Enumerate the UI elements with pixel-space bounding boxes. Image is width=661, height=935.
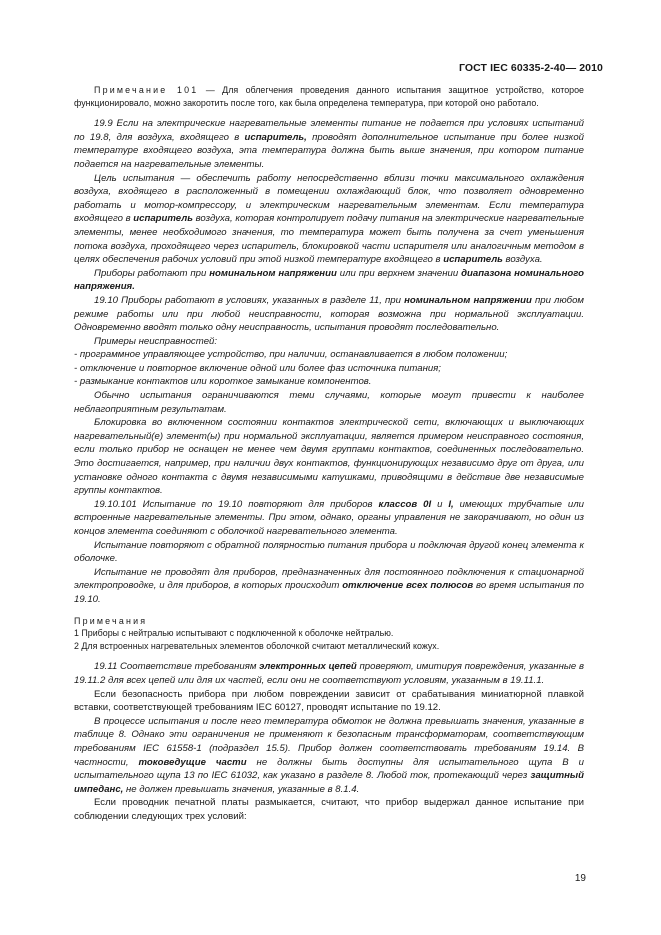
text-run: Цель испытания — обеспечить работу непосредственно вблизи точки максимального охлаждения воздуха, входящего в расположенный в помещении охлаждающий блок, что позволяет одновременно работать и мотор-компрессору, и электрическим нагревательным элементам. Если температура входящего в	[74, 172, 584, 225]
text-run: и	[431, 498, 449, 510]
text-run: или при верхнем значении	[336, 267, 462, 279]
note-101-head: Примечание 101	[94, 85, 199, 95]
term-live-parts: токоведущие части	[138, 756, 247, 768]
pcb-paragraph: Если проводник печатной платы размыкается, считают, что прибор выдержал данное испытание при соблюдении следующих трех условий:	[74, 797, 584, 822]
term-evaporator: испаритель	[133, 213, 193, 225]
term-class-i: I,	[448, 498, 454, 510]
note-item-2: 2 Для встроенных нагревательных элементов оболочкой считают металлический кожух.	[74, 640, 440, 651]
term-class-0i: классов 0I	[378, 498, 432, 510]
term-rated-voltage: номинальном напряжении	[404, 294, 532, 306]
text-run: 19.9 Если на электрические нагревательные элементы питание не подается при условиях испытаний по 19.8, для воздуха, входящего в	[74, 118, 584, 143]
text-run: Испытание не проводят для приборов, предназначенных для постоянного подключения к стационарной электропроводке, и для приборов, в которых происходит	[74, 566, 584, 592]
text-run: при любом режиме работы или при любой неисправности, которая возможна при нормальной эксплуатации. Одновременно вводят только одну неисправность, испытания проводят последовательно.	[74, 294, 584, 334]
term-rated-voltage-range: диапазона номинального напряжения.	[74, 267, 584, 293]
test-purpose	[74, 172, 584, 267]
term-rated-voltage: номинальном напряжении	[209, 267, 337, 279]
repeat-paragraph: Испытание повторяют с обратной полярностью питания прибора и подключая другой конец элемента к оболочке.	[74, 539, 584, 565]
text-run: 19.11 Соответствие требованиям	[94, 661, 260, 673]
examples-heading: Примеры неисправностей:	[94, 335, 218, 347]
text-run: во время испытания по 19.10.	[74, 580, 584, 605]
text-run: воздуха, которая контролирует подачу питания на электрические нагревательные элементы, менее необходимого значения, то температура может быть получена за счет уменьшения потока воздуха, проходящего через испаритель, блокировкой части испарителя или аналогичным методом в целях обеспечения рабочих условий при этой низкой температуре входящего в	[74, 213, 584, 266]
note-item-1: 1 Приборы с нейтралью испытывают с подключенной к оболочке нейтралью.	[74, 628, 394, 639]
list-item: - размыкание контактов или короткое замыкание компонентов.	[74, 376, 372, 388]
list-item: - отключение и повторное включение одной или более фаз источника питания;	[74, 362, 441, 374]
clause-19-11	[74, 660, 584, 687]
text-run: 19.10 Приборы работают в условиях, указанных в разделе 11, при	[94, 294, 405, 306]
page-header-standard: ГОСТ IEC 60335-2-40— 2010	[458, 62, 603, 74]
safety-paragraph: Если безопасность прибора при любом повреждении зависит от срабатывания миниатюрной плавкой вставки, соответствующей требованиям IEC 60127, проводят испытание по 19.12.	[74, 688, 584, 714]
term-evaporator: испаритель,	[244, 131, 307, 143]
usually-paragraph: Обычно испытания ограничиваются теми случаями, которые могут привести к наиболее неблагоприятным результатам.	[74, 390, 584, 415]
text-run: 19.10.101 Испытание по 19.10 повторяют для приборов	[94, 498, 379, 510]
note-101-text: — Для облегчения проведения данного испытания защитное устройство, которое функционировало, можно закоротить после того, как была определена температура, при которой оно работало.	[74, 85, 584, 108]
clause-19-10-101	[74, 498, 584, 539]
page-content	[74, 84, 584, 823]
term-electronic-circuits: электронных цепей	[259, 661, 357, 673]
text-run: В процессе испытания и после него температура обмоток не должна превышать значения, указанные в таблице 8. Однако эти ограничения не применяют к безопасным трансформаторам, соответствующим требованиям IEC 61558-1 (подраздел 15.5). Прибор должен соответствовать требованиям 19.14. В частности,	[74, 715, 584, 768]
text-run: имеющих трубчатые или встроенные нагревательные элементы. При этом, однако, органы управления не закорачивают, но один из концов элемента соединяют с оболочкой нагревательного элемента.	[74, 498, 585, 537]
text-run: проверяют, имитируя повреждения, указанные в 19.11.2 для всех цепей или для их частей, если они не соответствуют условиям, указанным в 19.11.1.	[74, 661, 584, 686]
text-run: проводят дополнительное испытание при более низкой температуре входящего воздуха, эта температура должна быть выше значения, при котором питание подается на нагревательные элементы.	[74, 131, 584, 170]
notes-heading: Примечания	[74, 615, 148, 626]
page-number: 19	[574, 873, 586, 884]
term-evaporator: испаритель	[443, 254, 503, 266]
blocking-paragraph: Блокировка во включенном состоянии контактов электрической сети, включающих и выключающих нагревательный(е) элемент(ы) при нормальной эксплуатации, является примером неисправного состояния, если только прибор не оснащен не менее чем двумя группами контактов, соединенных последовательно. Это достигается, например, при наличии двух контактов, функционирующих независимо друг от друга, или установке одного контакта с двумя независимыми катушками, приводящими в действие две независимые группы контактов.	[74, 417, 584, 497]
not-performed-paragraph	[74, 566, 584, 607]
term-all-pole-disconnection: отключение всех полюсов	[342, 580, 474, 592]
note-101	[74, 84, 584, 109]
list-item: - программное управляющее устройство, при наличии, останавливается в любом положении;	[74, 349, 508, 361]
text-run: воздуха.	[502, 254, 543, 266]
examples-list	[74, 348, 584, 389]
operating-voltage	[74, 267, 584, 294]
term-protective-impedance: защитный импеданс,	[74, 770, 584, 795]
text-run: не должны быть доступны для испытательного щупа В и испытательного щупа 13 по IEC 61032, как указано в разделе 8. Любой ток, протекающий через	[74, 756, 584, 782]
during-test-paragraph	[74, 715, 584, 797]
clause-19-9	[74, 117, 584, 171]
clause-19-10	[74, 294, 584, 335]
notes-block	[74, 615, 584, 628]
text-run: не должен превышать значения, указанные в 8.1.4.	[123, 783, 360, 795]
text-run: Приборы работают при	[94, 267, 210, 279]
